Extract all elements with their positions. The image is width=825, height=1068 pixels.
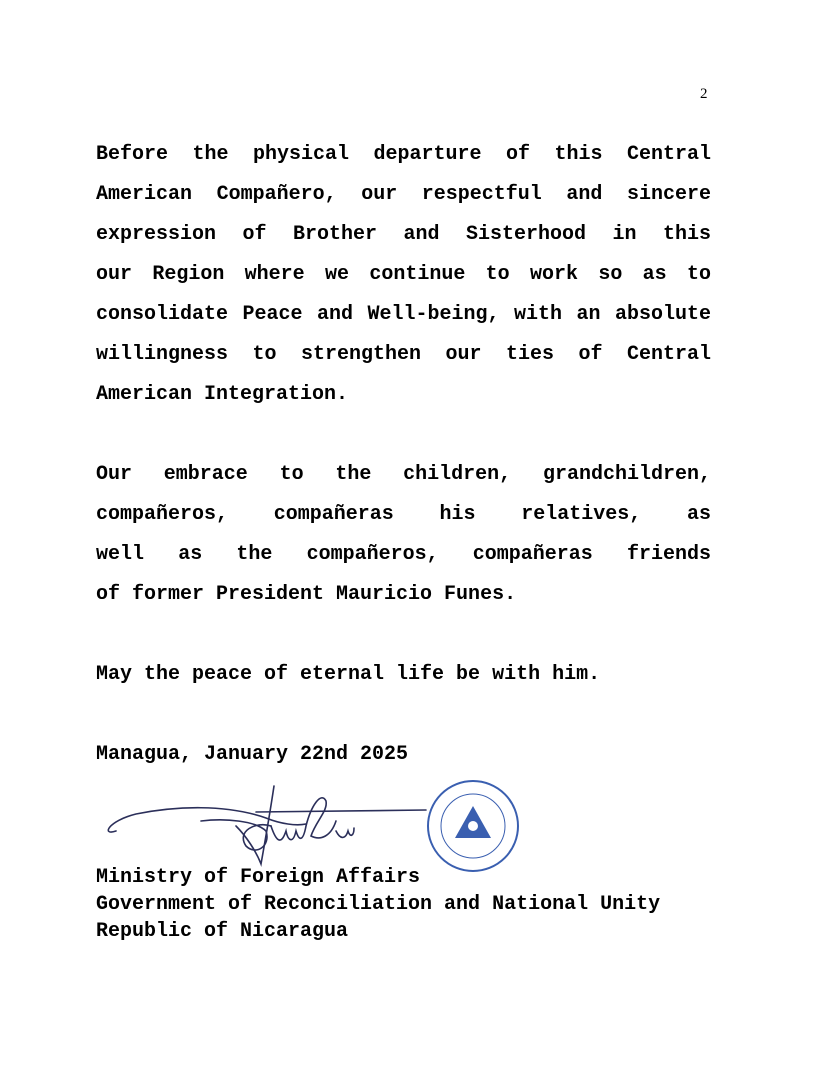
ministry-name: Ministry of Foreign Affairs bbox=[96, 866, 421, 889]
signature-block bbox=[96, 864, 660, 945]
letter-body bbox=[96, 141, 711, 781]
paragraph-3: May the peace of eternal life be with him. bbox=[96, 663, 601, 686]
text-line: expression of Brother and Sisterhood in this bbox=[96, 223, 711, 246]
text-line: Our embrace to the children, grandchildren, bbox=[96, 463, 711, 486]
text-line: willingness to strengthen our ties of Central bbox=[96, 343, 711, 366]
paragraph-1 bbox=[96, 141, 711, 421]
text-line: consolidate Peace and Well-being, with an absolute bbox=[96, 303, 711, 326]
text-line: our Region where we continue to work so as to bbox=[96, 263, 711, 286]
signature bbox=[108, 786, 426, 864]
text-line: Before the physical departure of this Central bbox=[96, 143, 711, 166]
text-line: American Compañero, our respectful and sincere bbox=[96, 183, 711, 206]
government-name: Government of Reconciliation and National Unity bbox=[96, 893, 661, 916]
date-line: Managua, January 22nd 2025 bbox=[96, 743, 409, 766]
text-line: well as the compañeros, compañeras friends bbox=[96, 543, 711, 566]
signature-and-seal bbox=[96, 776, 526, 876]
ministry-seal bbox=[428, 781, 518, 871]
country-name: Republic of Nicaragua bbox=[96, 920, 349, 943]
page-number: 2 bbox=[700, 86, 708, 102]
text-line: of former President Mauricio Funes. bbox=[96, 583, 517, 606]
text-line: compañeros, compañeras his relatives, as bbox=[96, 503, 711, 526]
text-line: American Integration. bbox=[96, 383, 349, 406]
paragraph-2 bbox=[96, 461, 711, 621]
